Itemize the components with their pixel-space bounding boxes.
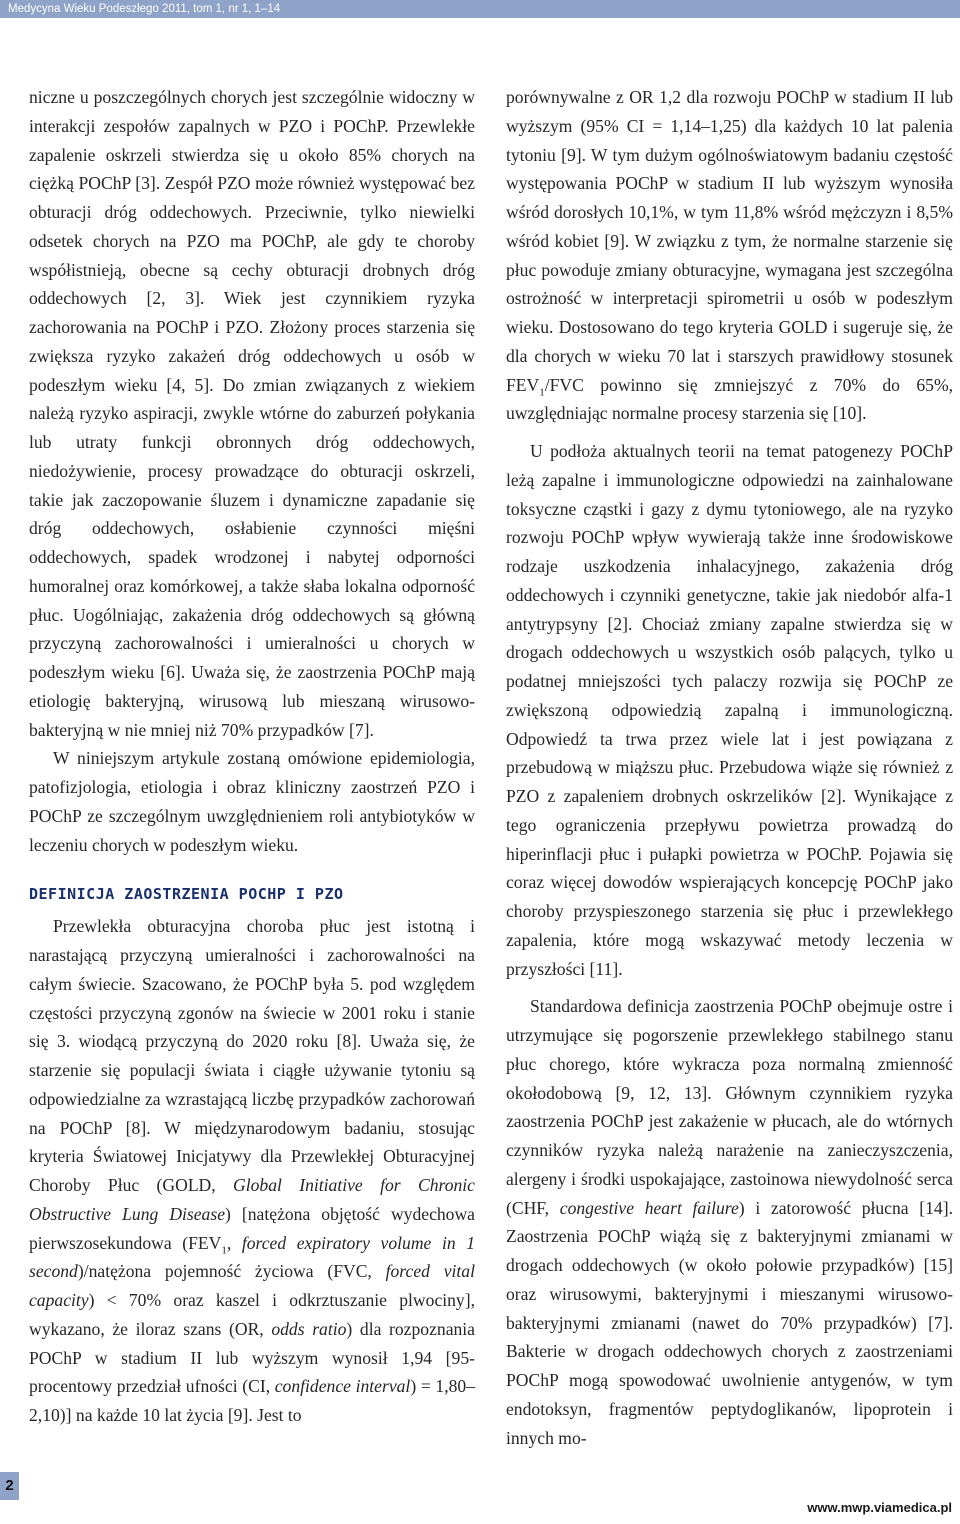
left-column: [29, 83, 475, 1430]
text-run: ) = 1,80–2,10)] na każde 10 lat życia [9]. Jest to: [29, 1376, 475, 1425]
italic-term: confidence interval: [274, 1376, 411, 1397]
right-paragraph-3: [506, 992, 953, 1452]
page-number-tab: [0, 1472, 19, 1500]
text-run: ) dla rozpoznania POChP w stadium II lub wyższym wynosił 1,94 [95-procentowy przedział ufności (CI,: [29, 1318, 475, 1397]
italic-term: congestive heart failure: [559, 1197, 739, 1218]
text-run: ) [natężona objętość wydechowa pierwszosekundowa (FEV: [29, 1203, 475, 1253]
journal-citation: Medycyna Wieku Podeszłego 2011, tom 1, nr 1, 1–14: [8, 3, 281, 15]
left-paragraph-3: [29, 912, 475, 1430]
subscript: 1: [539, 386, 545, 399]
right-column: [506, 83, 953, 1452]
italic-term: odds ratio: [271, 1318, 347, 1339]
left-paragraph-1: niczne u poszczególnych chorych jest szczególnie widoczny w interakcji zespołów zapalnych w PZO i POChP. Przewlekłe zapalenie oskrzeli stwierdza się u około 85% chorych na ciężką POChP [3]. Zespół PZO może również występować bez obturacji dróg oddechowych. Przeciwnie, tylko niewielki odsetek chorych na PZO ma POChP, ale gdy te choroby współistnieją, obecne są cechy obturacji drobnych dróg oddechowych [2, 3]. Wiek jest czynnikiem ryzyka zachorowania na POChP i PZO. Złożony proces starzenia się zwiększa ryzyko zakażeń dróg oddechowych u osób w podeszłym wieku [4, 5]. Do zmian związanych z wiekiem należą ryzyko aspiracji, zwykle wtórne do zaburzeń połykania lub utraty funkcji obronnych dróg oddechowych, niedożywienie, procesy prowadzące do obturacji oskrzeli, takie jak zaczopowanie śluzem i dynamiczne zapadanie się dróg oddechowych, osłabienie czynności mięśni oddechowych, spadek wrodzonej i nabytej odporności humoralnej oraz komórkowej, a także słaba lokalna odporność płuc. Uogólniając, zakażenia dróg oddechowych są główną przyczyną zachorowalności i umieralności u chorych w podeszłym wieku [6]. Uważa się, że zaostrzenia POChP mają etiologię bakteryjną, wirusową lub mieszaną wirusowo-bakteryjną w nie mniej niż 70% przypadków [7].: [29, 87, 475, 740]
right-paragraph-2: U podłoża aktualnych teorii na temat patogenezy POChP leżą zapalne i immunologiczne odpowiedzi na zainhalowane toksyczne cząstki i gazy z dymu tytoniowego, ale na ryzyko rozwoju POChP wpływ wywierają także inne środowiskowe rodzaje uszkodzenia inhalacyjnego, zakażenia dróg oddechowych i czynniki genetyczne, takie jak niedobór alfa-1 antytrypsyny [2]. Chociaż zmiany zapalne stwierdza się w drogach oddechowych u wszystkich osób palących, tylko u podatnej mniejszości tych palaczy rozwija się POChP ze zwiększoną odpowiedzią zapalną i immunologiczną. Odpowiedź ta trwa przez wiele lat i jest powiązana z przebudową w miąższu płuc. Przebudowa wiąże się również z PZO z zapaleniem drobnych oskrzelików [2]. Wynikające z tego ograniczenia przepływu powietrza prowadzą do hiperinflacji płuc i pułapki powietrza w POChP. Pojawia się coraz więcej dowodów wspierających koncepcję POChP jako choroby przyspieszonego starzenia się płuc i przewlekłego zapalenia, które mogą wskazywać metody leczenia w przyszłości [11].: [506, 441, 953, 979]
journal-url-link[interactable]: www.mwp.viamedica.pl: [807, 1500, 952, 1515]
text-run: Przewlekła obturacyjna choroba płuc jest istotną i narastającą przyczyną umieralności i zachorowalności na całym świecie. Szacowano, że POChP była 5. pod względem częstości przyczyną zgonów na świecie w 2001 roku i stanie się 3. wiodącą przyczyną do 2020 roku [8]. Uważa się, że starzenie się populacji świata i ciągłe używanie tytoniu są odpowiedzialne za wzrastającą liczbę przypadków zachorowań na POChP [8]. W międzynarodowym badaniu, stosując kryteria Światowej Inicjatywy dla Przewlekłej Obturacyjnej Choroby Płuc (GOLD,: [29, 916, 475, 1195]
right-paragraph-1: [506, 83, 953, 428]
text-run: )/natężona pojemność życiowa (FVC,: [77, 1261, 386, 1282]
text-run: ) < 70% oraz kaszel i odkrztuszanie plwociny], wykazano, że iloraz szans (OR,: [29, 1290, 475, 1339]
subscript: 1: [221, 1244, 227, 1257]
italic-term: forced vital capacity: [29, 1261, 475, 1310]
section-heading: DEFINICJA ZAOSTRZENIA POCHP I PZO: [29, 885, 344, 904]
italic-term: Global Initiative for Chronic Obstructive Lung Disease: [29, 1175, 475, 1224]
left-paragraph-2: W niniejszym artykule zostaną omówione epidemiologia, patofizjologia, etiologia i obraz kliniczny zaostrzeń PZO i POChP ze szczególnym uwzględnieniem roli antybiotyków w leczeniu chorych w podeszłym wieku.: [29, 748, 475, 855]
text-run: ,: [226, 1232, 242, 1253]
text-run: ) i zatorowość płucna [14]. Zaostrzenia POChP wiążą się z bakteryjnymi zmianami w drogach oddechowych (w około połowie przypadków) [15] oraz wirusowymi, bakteryjnymi i mieszanymi wirusowo-bakteryjnymi zmianami (nawet do 70% przypadków) [7]. Bakterie w drogach oddechowych chorych z zaostrzeniami POChP mogą spowodować uwolnienie antygenów, w tym endotoksyn, fragmentów peptydoglikanów, lipoprotein i innych mo-: [506, 1197, 953, 1448]
page-number: 2: [5, 1477, 14, 1494]
journal-header-bar: [0, 0, 960, 18]
text-run: /FVC powinno się zmniejszyć z 70% do 65%, uwzględniając normalne procesy starzenia się [10].: [506, 374, 953, 424]
text-run: Standardowa definicja zaostrzenia POChP obejmuje ostre i utrzymujące się pogorszenie przewlekłego stabilnego stanu płuc chorego, które wykracza poza normalną zmienność okołodobową [9, 12, 13]. Głównym czynnikiem ryzyka zaostrzenia POChP jest zakażenie w płucach, ale do wtórnych czynników ryzyka należą narażenie na zanieczyszczenia, alergeny i środki uspokajające, zastoinowa niewydolność serca (CHF,: [506, 996, 953, 1218]
italic-term: forced expiratory volume in 1 second: [29, 1232, 475, 1282]
text-run: porównywalne z OR 1,2 dla rozwoju POChP w stadium II lub wyższym (95% CI = 1,14–1,25) dla każdych 10 lat palenia tytoniu [9]. W tym dużym ogólnoświatowym badaniu częstość występowania POChP w stadium II lub wyższym wynosiła wśród dorosłych 10,1%, w tym 11,8% wśród mężczyzn i 8,5% wśród kobiet [9]. W związku z tym, że normalne starzenie się płuc powoduje zmiany obturacyjne, wymagana jest szczególna ostrożność w interpretacji spirometrii u osób w podeszłym wieku. Dostosowano do tego kryteria GOLD i sugeruje się, że dla chorych w wieku 70 lat i starszych prawidłowy stosunek FEV: [506, 87, 953, 395]
